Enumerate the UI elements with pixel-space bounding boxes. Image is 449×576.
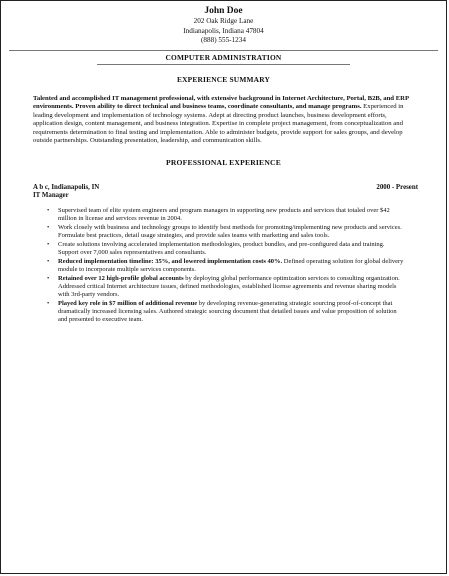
objective-heading: COMPUTER ADMINISTRATION <box>165 52 282 62</box>
bullet-icon: • <box>47 299 50 307</box>
job-dates: 2000 - Present <box>376 183 418 191</box>
experience-heading: PROFESSIONAL EXPERIENCE <box>166 157 281 167</box>
city-state-zip: Indianapolis, Indiana 47804 <box>183 26 264 35</box>
list-item: • Supervised team of elite system engineers and program managers in supporting new products and services that totaled over $42 million in license and services revenue in 2004. <box>47 206 390 222</box>
objective-divider <box>97 64 350 65</box>
header-divider <box>9 50 438 51</box>
job-bullets <box>47 206 406 324</box>
job-title: IT Manager <box>33 192 69 199</box>
job-entry <box>33 183 418 201</box>
contact-header <box>1 6 446 46</box>
bullet-icon: • <box>47 223 50 231</box>
phone-number: (888) 555-1234 <box>201 36 246 44</box>
summary-heading: EXPERIENCE SUMMARY <box>176 74 271 84</box>
bullet-icon: • <box>47 206 50 214</box>
candidate-name: John Doe <box>204 6 243 16</box>
list-item: • Reduced implementation timeline: 35%, and lowered implementation costs 40%. Defined operating solution for global delivery module to incorporate multiple services components. <box>47 257 404 273</box>
list-item: • Retained over 12 high-profile global accounts by deploying global performance optimization services to consulting organization. Addressed critical Internet architecture issues, defined methodologies, established license agreements and revenue sharing models with 3rd-party vendors. <box>47 274 400 298</box>
summary-text: Experienced in leading development and implementation of technology systems. Adept at directing product launches, business development efforts, application design, content management, and business integration. Expertise in complete project management, from conceptualization and requirements determination to final testing and implementation. Able to administer budgets, provide support for sales groups, and develop outside partnerships. Outstanding presentation, leadership, and communication skills. <box>33 103 404 144</box>
bullet-icon: • <box>47 274 50 282</box>
list-item: • Played key role in $7 million of additional revenue by developing revenue-generating strategic sourcing proof-of-concept that dramatically increased licensing sales. Authored strategic sourcing document that detailed issues and value proposition of solution and presented to executive team. <box>47 299 397 323</box>
summary-bold-text: Talented and accomplished IT management professional, with extensive background in Internet Architecture, Portal, B2B, and ERP environments. Proven ability to direct technical and business teams, coordinate consultants, and manage programs. <box>33 94 409 110</box>
list-item: • Work closely with business and technology groups to identify best methods for promoting/implementing new products and services. Formulate best practices, detail usage strategies, and provide sales teams with marketing and sales tools. <box>47 223 402 239</box>
street-address: 202 Oak Ridge Lane <box>193 17 254 25</box>
company-location: A b c, Indianapolis, IN <box>33 183 100 191</box>
summary-paragraph <box>33 95 414 146</box>
list-item: • Create solutions involving accelerated implementation methodologies, product bundles, and pre-configured data and training. Support over 7,000 sales representatives and consultants. <box>47 240 385 256</box>
bullet-icon: • <box>47 257 50 265</box>
bullet-icon: • <box>47 240 50 248</box>
